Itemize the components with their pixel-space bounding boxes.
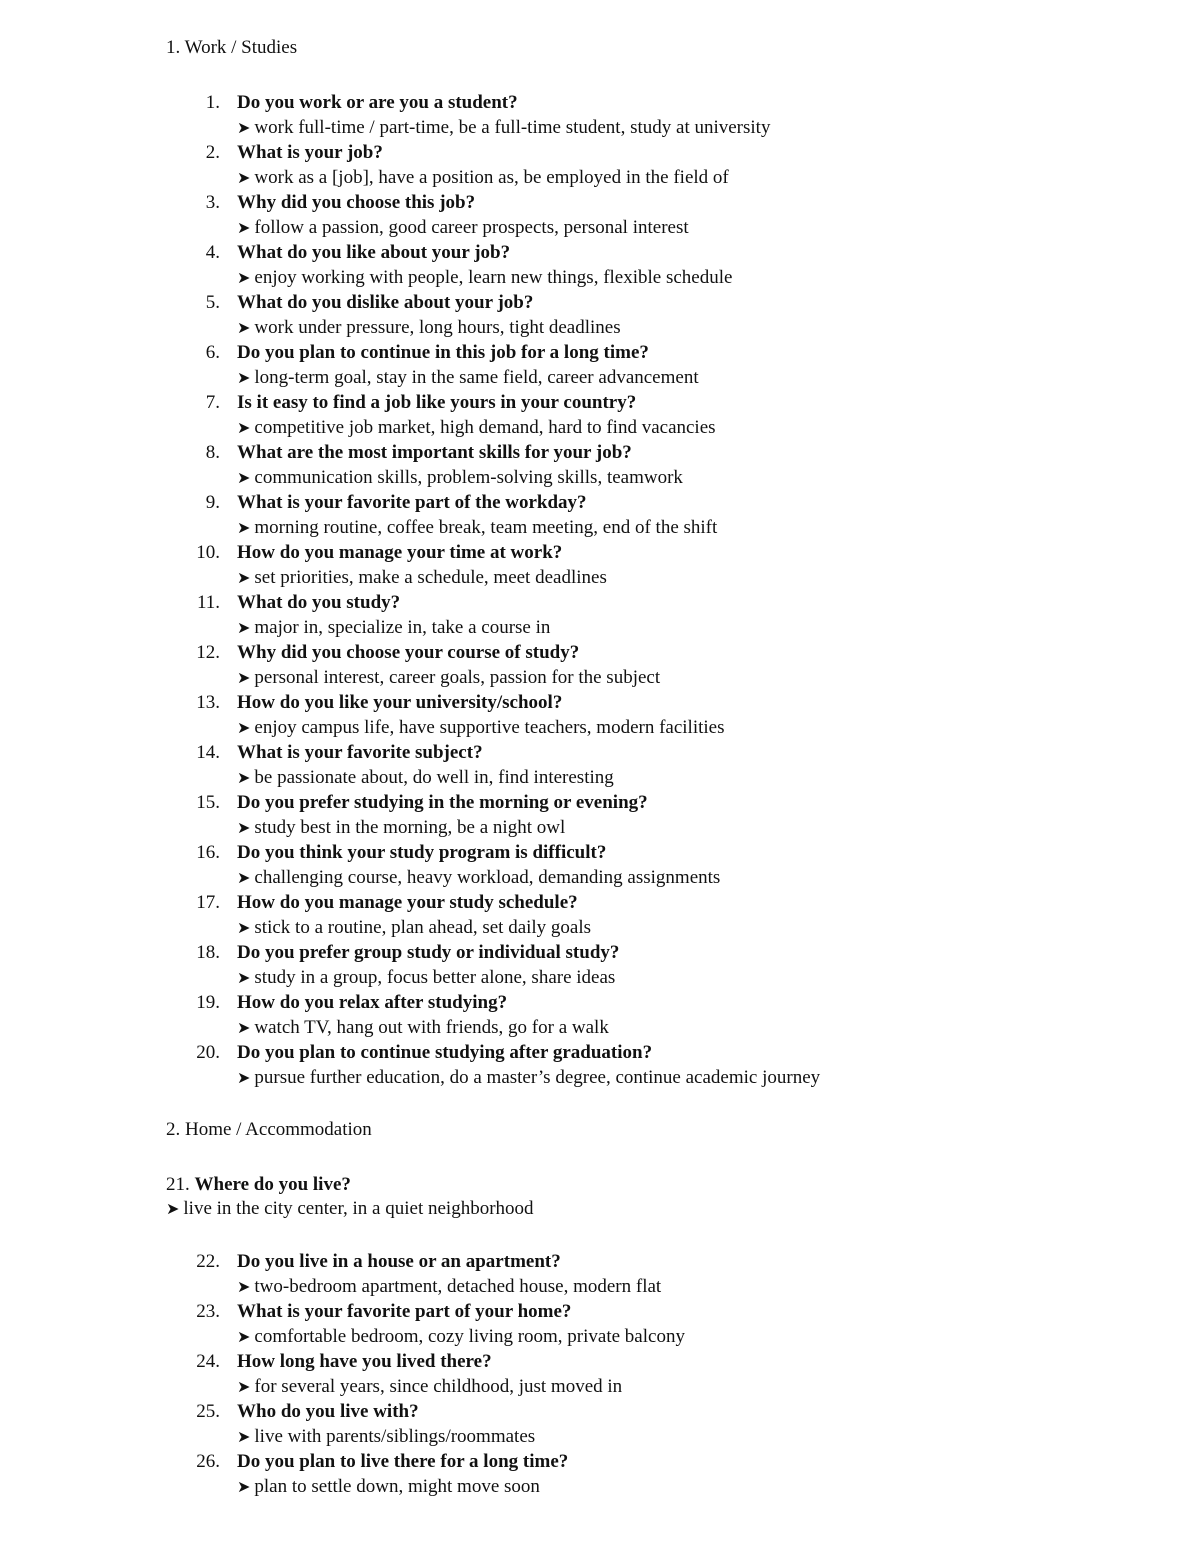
hint-line (237, 816, 565, 840)
arrow-bullet-icon: ➤ (237, 318, 251, 337)
question-number: 24. (196, 1351, 220, 1372)
arrow-bullet-icon: ➤ (237, 1377, 251, 1396)
arrow-bullet-icon: ➤ (237, 468, 251, 487)
hint-line (237, 1016, 609, 1040)
question-number: 8. (205, 442, 220, 463)
hint-line (237, 466, 683, 490)
hint-text: major in, specialize in, take a course in (254, 617, 551, 638)
question-number: 3. (205, 192, 220, 213)
hint-line (237, 366, 699, 390)
hint-text: for several years, since childhood, just moved in (254, 1376, 623, 1397)
section-heading-home-accommodation: 2. Home / Accommodation (166, 1119, 372, 1140)
question-text: Do you plan to continue in this job for a long time? (237, 342, 649, 363)
hint-line (237, 216, 689, 240)
hint-text: two-bedroom apartment, detached house, modern flat (254, 1276, 662, 1297)
question-text: How do you like your university/school? (237, 692, 563, 713)
hint-text: be passionate about, do well in, find interesting (254, 767, 614, 788)
arrow-bullet-icon: ➤ (237, 818, 251, 837)
arrow-bullet-icon: ➤ (237, 968, 251, 987)
arrow-bullet-icon: ➤ (237, 418, 251, 437)
arrow-bullet-icon: ➤ (237, 368, 251, 387)
question-text: How do you manage your time at work? (237, 542, 563, 563)
arrow-bullet-icon: ➤ (237, 618, 251, 637)
question-number: 14. (196, 742, 220, 763)
question-number: 21. (166, 1174, 190, 1195)
question-text: Do you plan to continue studying after graduation? (237, 1042, 653, 1063)
question-number: 12. (196, 642, 220, 663)
question-number: 26. (196, 1451, 220, 1472)
question-number: 4. (205, 242, 220, 263)
hint-text: communication skills, problem-solving skills, teamwork (254, 467, 683, 488)
hint-line (237, 266, 732, 290)
arrow-bullet-icon: ➤ (237, 1018, 251, 1037)
hint-text: competitive job market, high demand, hard to find vacancies (254, 417, 716, 438)
hint-21 (166, 1197, 534, 1221)
arrow-bullet-icon: ➤ (237, 518, 251, 537)
arrow-bullet-icon: ➤ (237, 768, 251, 787)
question-number: 2. (205, 142, 220, 163)
hint-line (237, 1325, 685, 1349)
question-text: What is your favorite part of your home? (237, 1301, 572, 1322)
arrow-bullet-icon: ➤ (237, 218, 251, 237)
hint-text: long-term goal, stay in the same field, career advancement (254, 367, 699, 388)
question-number: 9. (205, 492, 220, 513)
hint-text: enjoy working with people, learn new things, flexible schedule (254, 267, 733, 288)
arrow-bullet-icon: ➤ (237, 868, 251, 887)
hint-line (237, 616, 550, 640)
hint-line (237, 316, 621, 340)
hint-text: follow a passion, good career prospects, personal interest (254, 217, 689, 238)
hint-line (237, 1275, 661, 1299)
question-number: 6. (205, 342, 220, 363)
question-number: 23. (196, 1301, 220, 1322)
question-number: 17. (196, 892, 220, 913)
question-number: 13. (196, 692, 220, 713)
question-text: Do you prefer group study or individual study? (237, 942, 620, 963)
question-number: 22. (196, 1251, 220, 1272)
hint-line (237, 766, 614, 790)
question-text: What are the most important skills for your job? (237, 442, 632, 463)
hint-text: set priorities, make a schedule, meet deadlines (254, 567, 607, 588)
hint-text: morning routine, coffee break, team meeting, end of the shift (254, 517, 718, 538)
arrow-bullet-icon: ➤ (237, 118, 251, 137)
hint-line (237, 566, 607, 590)
question-text: Do you plan to live there for a long time? (237, 1451, 569, 1472)
hint-line (237, 166, 729, 190)
question-text: What do you study? (237, 592, 401, 613)
hint-text: challenging course, heavy workload, demanding assignments (254, 867, 721, 888)
question-text: Do you prefer studying in the morning or evening? (237, 792, 648, 813)
question-number: 1. (205, 92, 220, 113)
hint-line (237, 916, 591, 940)
question-text: What is your favorite part of the workday? (237, 492, 587, 513)
arrow-bullet-icon: ➤ (237, 268, 251, 287)
question-number: 7. (205, 392, 220, 413)
hint-line (237, 416, 716, 440)
arrow-bullet-icon: ➤ (237, 668, 251, 687)
hint-text: work as a [job], have a position as, be employed in the field of (254, 167, 729, 188)
hint-text: plan to settle down, might move soon (254, 1476, 540, 1497)
hint-text: study in a group, focus better alone, share ideas (254, 967, 616, 988)
hint-text: live with parents/siblings/roommates (254, 1426, 536, 1447)
hint-text: live in the city center, in a quiet neighborhood (183, 1198, 534, 1219)
arrow-bullet-icon: ➤ (166, 1199, 180, 1218)
question-number: 15. (196, 792, 220, 813)
hint-line (237, 1066, 820, 1090)
question-text: Do you live in a house or an apartment? (237, 1251, 561, 1272)
question-text: Is it easy to find a job like yours in your country? (237, 392, 637, 413)
question-text: Who do you live with? (237, 1401, 419, 1422)
hint-text: watch TV, hang out with friends, go for a walk (254, 1017, 609, 1038)
question-text: Why did you choose this job? (237, 192, 476, 213)
question-21 (166, 1173, 351, 1197)
question-text: Do you think your study program is difficult? (237, 842, 607, 863)
hint-text: pursue further education, do a master’s degree, continue academic journey (254, 1067, 821, 1088)
arrow-bullet-icon: ➤ (237, 1068, 251, 1087)
hint-text: comfortable bedroom, cozy living room, private balcony (254, 1326, 685, 1347)
hint-line (237, 116, 770, 140)
hint-line (237, 666, 660, 690)
section-heading-work-studies: 1. Work / Studies (166, 37, 298, 58)
hint-text: work full-time / part-time, be a full-time student, study at university (254, 117, 771, 138)
hint-line (237, 966, 615, 990)
question-number: 16. (196, 842, 220, 863)
question-number: 5. (205, 292, 220, 313)
question-number: 10. (196, 542, 220, 563)
question-number: 20. (196, 1042, 220, 1063)
question-number: 18. (196, 942, 220, 963)
question-text: What is your job? (237, 142, 383, 163)
question-number: 19. (196, 992, 220, 1013)
arrow-bullet-icon: ➤ (237, 568, 251, 587)
question-number: 25. (196, 1401, 220, 1422)
hint-line (237, 516, 717, 540)
hint-line (237, 1475, 540, 1499)
hint-text: study best in the morning, be a night owl (254, 817, 566, 838)
question-text: Do you work or are you a student? (237, 92, 518, 113)
question-text: Why did you choose your course of study? (237, 642, 580, 663)
arrow-bullet-icon: ➤ (237, 918, 251, 937)
question-text: What do you dislike about your job? (237, 292, 534, 313)
question-text: How do you relax after studying? (237, 992, 508, 1013)
hint-text: personal interest, career goals, passion for the subject (254, 667, 661, 688)
hint-line (237, 1375, 622, 1399)
arrow-bullet-icon: ➤ (237, 168, 251, 187)
hint-line (237, 866, 720, 890)
hint-line (237, 1425, 535, 1449)
hint-text: enjoy campus life, have supportive teachers, modern facilities (254, 717, 725, 738)
arrow-bullet-icon: ➤ (237, 1427, 251, 1446)
question-text: How do you manage your study schedule? (237, 892, 578, 913)
question-text: How long have you lived there? (237, 1351, 492, 1372)
arrow-bullet-icon: ➤ (237, 1477, 251, 1496)
arrow-bullet-icon: ➤ (237, 1327, 251, 1346)
hint-line (237, 716, 725, 740)
question-number: 11. (196, 592, 220, 613)
arrow-bullet-icon: ➤ (237, 718, 251, 737)
hint-text: work under pressure, long hours, tight deadlines (254, 317, 621, 338)
arrow-bullet-icon: ➤ (237, 1277, 251, 1296)
question-text: What is your favorite subject? (237, 742, 483, 763)
question-text: What do you like about your job? (237, 242, 511, 263)
hint-text: stick to a routine, plan ahead, set daily goals (254, 917, 592, 938)
question-text: Where do you live? (194, 1174, 351, 1195)
